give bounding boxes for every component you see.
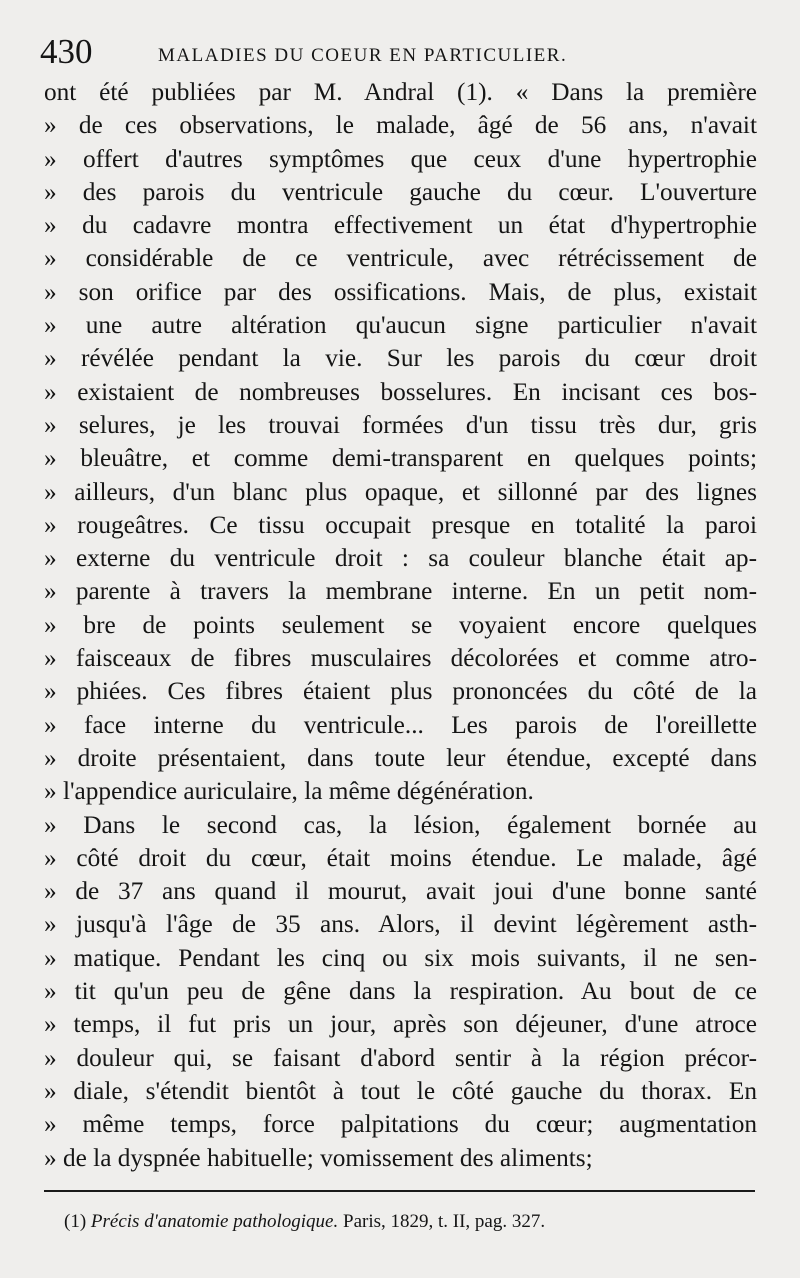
text-line: » considérable de ce ventricule, avec rétrécissement de <box>44 244 757 273</box>
text-line: » phiées. Ces fibres étaient plus prononcées du côté de la <box>44 677 757 706</box>
text-line: » Dans le second cas, la lésion, également bornée au <box>44 810 757 839</box>
footnote <box>64 1210 545 1234</box>
footnote-title: Précis d'anatomie pathologique. <box>90 1211 339 1232</box>
text-line: » de 37 ans quand il mourut, avait joui d'une bonne santé <box>44 877 757 906</box>
page-number: 430 <box>40 32 93 71</box>
text-line: » même temps, force palpitations du cœur; augmentation <box>44 1110 757 1139</box>
text-line: » révélée pendant la vie. Sur les parois du cœur droit <box>44 344 757 373</box>
text-line: » ailleurs, d'un blanc plus opaque, et sillonné par des lignes <box>44 477 757 506</box>
text-line: » l'appendice auriculaire, la même dégénération. <box>44 777 534 806</box>
page-header <box>40 30 760 74</box>
text-line: » de ces observations, le malade, âgé de 56 ans, n'avait <box>44 111 757 140</box>
text-line: » offert d'autres symptômes que ceux d'une hypertrophie <box>44 144 757 173</box>
footnote-rule <box>44 1190 755 1192</box>
text-line: » tit qu'un peu de gêne dans la respiration. Au bout de ce <box>44 977 757 1006</box>
footnote-marker: (1) <box>64 1211 87 1232</box>
text-line: » diale, s'étendit bientôt à tout le côté gauche du thorax. En <box>44 1076 757 1105</box>
text-line: » matique. Pendant les cinq ou six mois suivants, il ne sen- <box>44 943 757 972</box>
body-text <box>44 76 757 1175</box>
footnote-citation: Paris, 1829, t. II, pag. 327. <box>343 1211 546 1232</box>
text-line: » externe du ventricule droit : sa couleur blanche était ap- <box>44 544 757 573</box>
text-line: » douleur qui, se faisant d'abord sentir à la région précor- <box>44 1043 757 1072</box>
text-line: » face interne du ventricule... Les parois de l'oreillette <box>44 710 757 739</box>
text-line: » bleuâtre, et comme demi-transparent en quelques points; <box>44 444 757 473</box>
text-line: » temps, il fut pris un jour, après son déjeuner, d'une atroce <box>44 1010 757 1039</box>
text-line: » de la dyspnée habituelle; vomissement des aliments; <box>44 1143 593 1172</box>
text-line: » des parois du ventricule gauche du cœur. L'ouverture <box>44 177 757 206</box>
text-line: » droite présentaient, dans toute leur étendue, excepté dans <box>44 743 757 772</box>
text-line: » parente à travers la membrane interne. En un petit nom- <box>44 577 757 606</box>
text-line: » une autre altération qu'aucun signe particulier n'avait <box>44 311 757 340</box>
text-line: » existaient de nombreuses bosselures. En incisant ces bos- <box>44 377 757 406</box>
text-line: » bre de points seulement se voyaient encore quelques <box>44 610 757 639</box>
text-line: » faisceaux de fibres musculaires décolorées et comme atro- <box>44 644 757 673</box>
running-title: MALADIES DU COEUR EN PARTICULIER. <box>158 45 568 66</box>
text-line: » son orifice par des ossifications. Mais, de plus, existait <box>44 277 757 306</box>
text-line: » du cadavre montra effectivement un état d'hypertrophie <box>44 211 757 240</box>
text-line: » rougeâtres. Ce tissu occupait presque en totalité la paroi <box>44 510 757 539</box>
text-line: ont été publiées par M. Andral (1). « Dans la première <box>44 78 757 106</box>
text-line: » jusqu'à l'âge de 35 ans. Alors, il devint légèrement asth- <box>44 910 757 939</box>
text-line: » côté droit du cœur, était moins étendue. Le malade, âgé <box>44 843 757 872</box>
text-line: » selures, je les trouvai formées d'un tissu très dur, gris <box>44 410 757 439</box>
